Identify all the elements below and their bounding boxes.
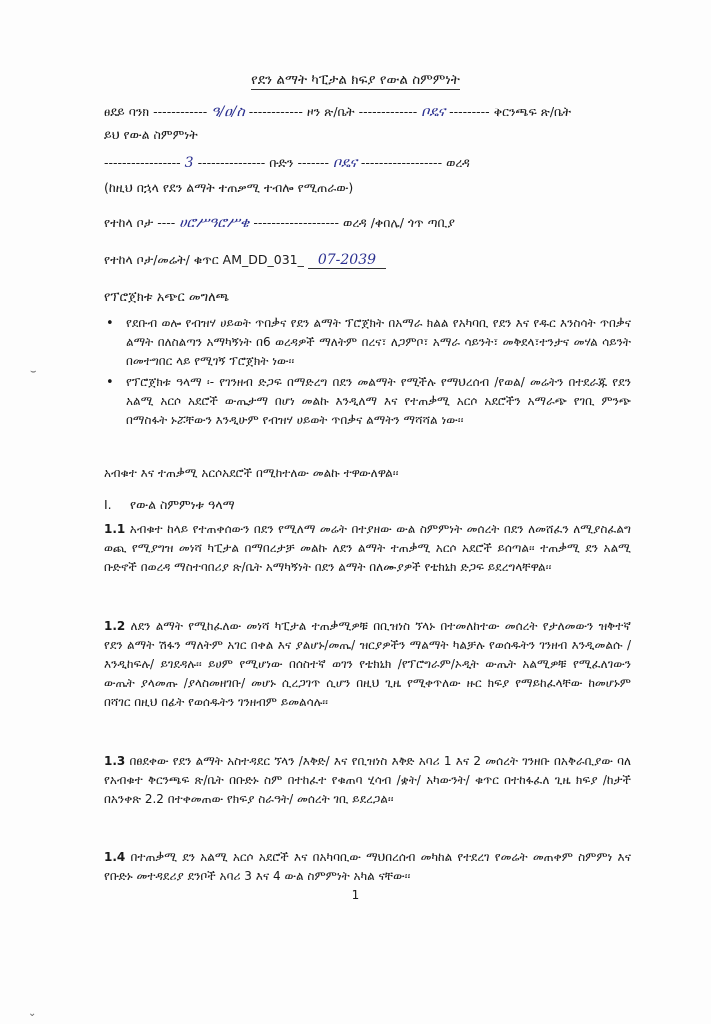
branch-office-label: ቅርንጫፍ ጽ/ቤት xyxy=(493,104,572,119)
header-line-group: ----------------- 3 --------------- ቡድን ------- ቦዴና ------------------ ወረዳ xyxy=(104,155,470,171)
project-summary-title: የፕሮጀክቱ አጭር መግለጫ xyxy=(104,290,230,305)
clause-1-4 xyxy=(104,848,631,886)
header-line-agreement: ይህ የውል ስምምነት xyxy=(104,127,198,142)
scan-mark: ⌄ xyxy=(28,1008,37,1019)
clause-1-3 xyxy=(104,752,631,809)
clause-text: በፀደቀው የደን ልማት አስተዳደር ኘላን /እቅድ/ እና የቢዝነስ እቅድ አባሪ 1 እና 2 መሰረት ገንዘቡ በአቅራቢያው ባለ የአብቁተ ቅርንጫፍ ጽ/ቤት በቡድኑ ስም በተከፈተ የቁጠባ ሂሳብ /ቋት/ አካውንት/ ቁጥር በተከፋፈለ ጊዜ ክፍያ /ከታች በአንቀጽ 2.2 በተቀመጠው የክፍያ ስራዓት/ መሰረት ገቢ ይደረጋል፡፡ xyxy=(104,754,631,806)
page-number: 1 xyxy=(351,888,360,902)
clause-text: አብቁተ ከላይ የተጠቀሰውን በደን የሚለማ መሬት በተያዘው ውል ስምምነት መሰረት በደን ለመሸፈን ለሚያስፈልግ ወጪ የሚያግዝ መነሻ ካፒታል በማበረታቻ መልኩ ለደን ልማት ተጠቃሚ አርሶ አደሮች ይሰጣል፡፡ ተጠቃሚ ደን አልሚ ቡድኖች በወረዳ ማስተባበሪያ ጽ/ቤት አማካኝነት በደን ልማት በለሙያዎች የቴክኒክ ድጋፍ ይደረግላቸዋል፡፡ xyxy=(104,522,631,574)
header-line-beneficiary: (ከዚህ በኋላ የደን ልማት ተጠቃሚ ተብሎ የሚጠራው) xyxy=(104,180,354,195)
bullet-item: • የፕሮጀክቱ ዓላማ ፡- የገንዘብ ድጋፍ በማድረግ በደን መልማት የሚችሉ የማህረሰብ /የወል/ መሬትን በተደራጁ የደን አልሚ አርሶ አደሮች ውጤታማ በሆነ መልኩ እንዲለማ እና የተጠቃሚ አርሶ አደሮችን አማራጭ የገቢ ምንጭ በማስፋት ኑሯቸውን እንዲሁም የብዝሃ ሀይወት ጥበቃና ልማትን ማሻሻል ነው፡፡ xyxy=(106,375,631,427)
handwritten-woreda: ቦዴና xyxy=(333,155,357,171)
clause-1-2 xyxy=(104,617,631,712)
bullet-item: • የደቡብ ወሎ የብዝሃ ሀይወት ጥበቃና የደን ልማት ፕሮጀክት በአማራ ክልል የአካባቢ የደን እና የዱር እንስሳት ጥበቃና ልማት በለስልጣን አማካኝነት በ6 ወረዳዎች ማለትም በረና፣ ለጋምቦ፣ አማራ ሳይንት፣ መቅደላ፣ተንታና መሃል ሳይንት በመተግበር ላይ የሚገኝ ፕሮጀክት ነው፡፡ xyxy=(106,316,631,368)
site-label: የተከላ ቦታ xyxy=(104,215,154,230)
handwritten-plot-number: 07-2039 xyxy=(308,252,386,269)
header-line-plot-number xyxy=(104,252,386,268)
clause-number: 1.4 xyxy=(104,850,126,864)
woreda-label: ወረዳ xyxy=(446,155,470,170)
site-location-label: ወረዳ /ቀበሌ/ ጎጥ ጣቢያ xyxy=(343,215,455,230)
bullet-dot: • xyxy=(106,316,114,331)
scan-mark: ⌣ xyxy=(30,366,37,377)
bullet-dot: • xyxy=(106,375,114,390)
zone-office-label: ዞን ጽ/ቤት xyxy=(306,104,355,119)
handwritten-zone: ቦዴና xyxy=(421,104,446,120)
clause-1-1 xyxy=(104,520,631,577)
clause-number: 1.2 xyxy=(104,619,126,633)
plot-number-label: የተከላ ቦታ/መሬት/ ቁጥር AM_DD_031_ xyxy=(104,252,304,267)
handwritten-group-number: 3 xyxy=(184,155,194,171)
clause-number: 1.3 xyxy=(104,754,126,768)
section-marker: I. xyxy=(104,497,112,512)
clause-text: ለደን ልማት የሚከፈለው መነሻ ካፒታል ተጠቃሚዎቹ በቢዝነስ ኘላኑ በተመለከተው መሰረት የታለመውን ዝቅተኛ የደን ልማት ሽፋን ማለትም አገር በቀል እና ያልሆኑ/መጤ/ ዝርያዎችን ማልማት ካልቻሉ የወሰዱትን ገንዘብ እንዲመልሱ /እንዲከፍሉ/ ይገደዳሉ፡፡ ይሀም የሚሆነው በሰስተኛ ወገን የቴክኒክ /የፕሮግራም/ኦዲት ውጤት አልሚዎቹ የሚፈለገውን ውጤት ያላመጡ /ያላስመዘገቡ/ መሆኑ ሲረጋገጥ ሲሆን በዚህ ጊዜ የሚቀጥለው ዙር ክፍያ የማይከፈላቸው ከመሆኑም በሻገር በዚህ በፊት የወሰዱትን ገንዘብም ይመልሳሉ፡፡ xyxy=(104,619,631,709)
section-title: I. የውል ስምምነቱ ዓላማ xyxy=(104,497,235,512)
handwritten-site: ሀሮሥዓሮሥቄ xyxy=(179,215,250,231)
clause-text: በተጠቃሚ ደን አልሚ አርሶ አደሮች እና በአካባቢው ማህበረሰብ መካከል የተደረገ የመሬት መጠቀም ስምምነ እና የቡድኑ መተዳደሪያ ደንቦች አባሪ 3 እና 4 ውል ስምምነት አካል ናቸው፡፡ xyxy=(104,850,631,883)
header-line-site: የተከላ ቦታ ---- ሀሮሥዓሮሥቄ ------------------- ወረዳ /ቀበሌ/ ጎጥ ጣቢያ xyxy=(104,215,455,231)
intro-line: አብቁተ እና ተጠቃሚ አርሶአደሮች በሚከተለው መልኩ ተዋውለዋል፡፡ xyxy=(104,466,399,480)
group-label: ቡድን xyxy=(269,155,294,170)
clause-number: 1.1 xyxy=(104,522,126,536)
bank-label: ፀደይ ባንክ xyxy=(104,104,150,119)
header-line-bank: ፀደይ ባንክ ------------ ዓ/ዐ/ስ ------------ ዞን ጽ/ቤት ------------- ቦዴና --------- ቅርንጫፍ ጽ/ቤት xyxy=(104,104,572,120)
document-title: የደን ልማት ካፒታል ክፍያ የውል ስምምነት xyxy=(251,72,460,88)
handwritten-bank-branch: ዓ/ዐ/ስ xyxy=(211,104,245,120)
